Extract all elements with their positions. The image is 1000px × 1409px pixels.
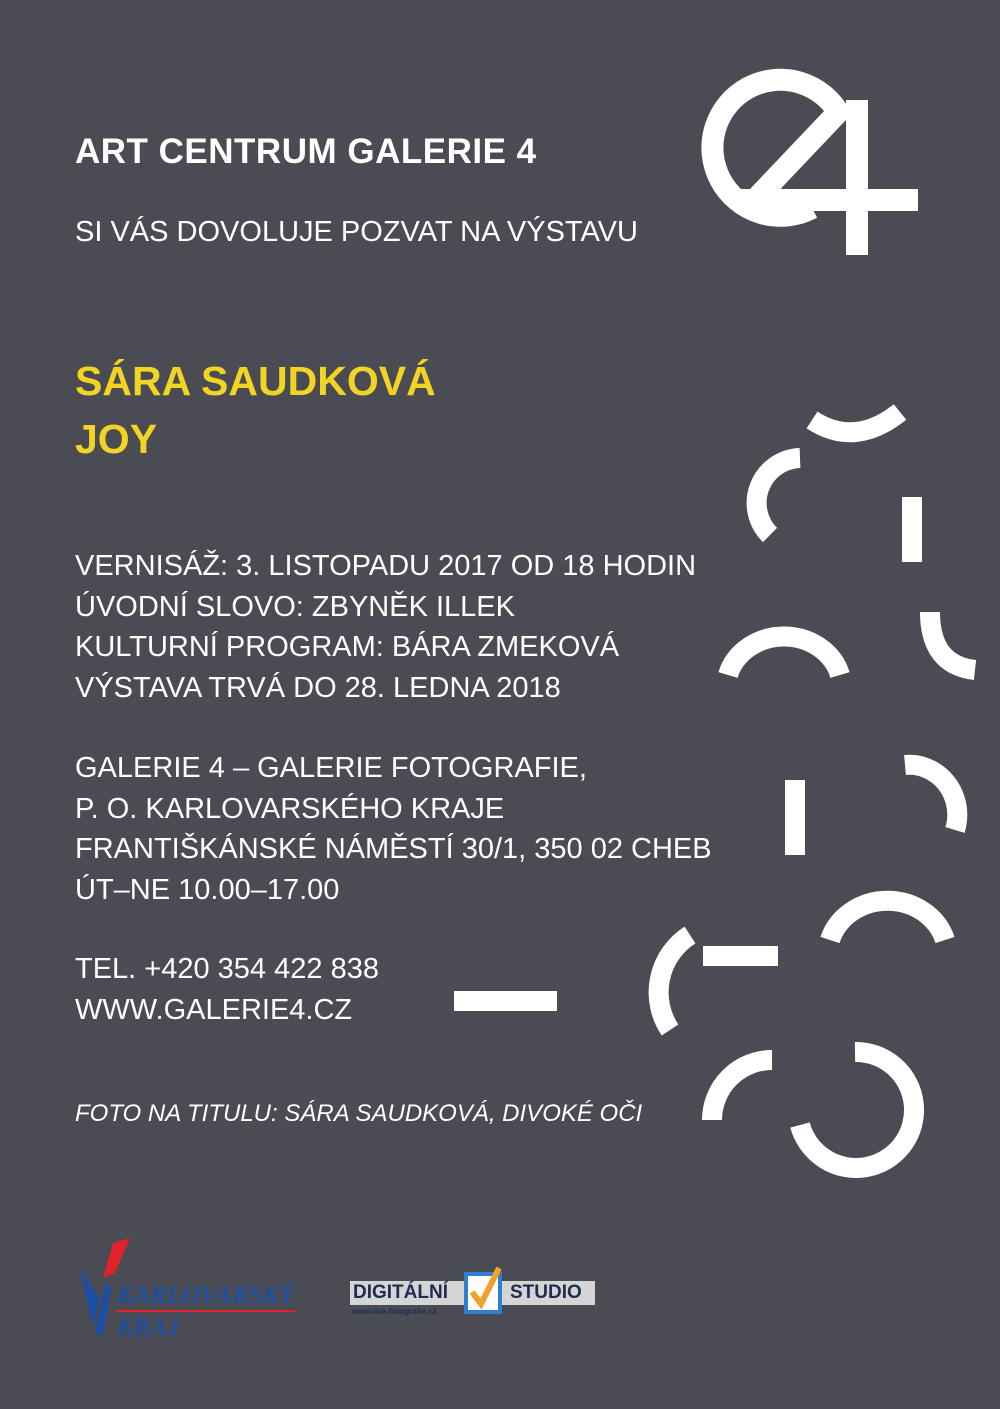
detail-line: KULTURNÍ PROGRAM: BÁRA ZMEKOVÁ xyxy=(75,631,620,663)
venue-line: FRANTIŠKÁNSKÉ NÁMĚSTÍ 30/1, 350 02 CHEB xyxy=(75,833,712,865)
detail-line: ÚVODNÍ SLOVO: ZBYNĚK ILLEK xyxy=(75,590,515,623)
g4-logo-icon xyxy=(712,80,918,255)
contact-details xyxy=(75,949,379,1030)
checkbox-check-icon xyxy=(463,1264,505,1316)
phone-text: TEL. +420 354 422 838 xyxy=(75,953,379,985)
ds-word1: DIGITÁLNÍ xyxy=(353,1282,448,1303)
digitalni-studio-logo xyxy=(350,1270,595,1322)
kv-logo-line1: KARLOVARSKÝ xyxy=(117,1282,295,1309)
exhibition-details xyxy=(75,546,696,708)
kv-logo-line2: KRAJ xyxy=(117,1314,180,1341)
ds-url: www.tisk-fotografie.cz xyxy=(352,1307,437,1316)
detail-line: VÝSTAVA TRVÁ DO 28. LEDNA 2018 xyxy=(75,671,561,704)
kv-divider xyxy=(117,1310,295,1312)
venue-details xyxy=(75,748,712,910)
venue-line: GALERIE 4 – GALERIE FOTOGRAFIE, xyxy=(75,752,587,784)
venue-line: P. O. KARLOVARSKÉHO KRAJE xyxy=(75,792,505,825)
header-subtitle: SI VÁS DOVOLUJE POZVAT NA VÝSTAVU xyxy=(75,216,638,248)
header-title: ART CENTRUM GALERIE 4 xyxy=(75,132,537,171)
detail-line: VERNISÁŽ: 3. LISTOPADU 2017 OD 18 HODIN xyxy=(75,550,697,582)
artist-name: SÁRA SAUDKOVÁ xyxy=(75,358,436,404)
venue-line: ÚT–NE 10.00–17.00 xyxy=(75,873,340,906)
ds-word2: STUDIO xyxy=(510,1282,582,1303)
photo-credit: FOTO NA TITULU: SÁRA SAUDKOVÁ, DIVOKÉ OČI xyxy=(75,1100,643,1127)
karlovarsky-kraj-logo xyxy=(75,1238,300,1348)
exhibition-title: JOY xyxy=(75,416,158,462)
website-link[interactable]: WWW.GALERIE4.CZ xyxy=(75,993,353,1026)
